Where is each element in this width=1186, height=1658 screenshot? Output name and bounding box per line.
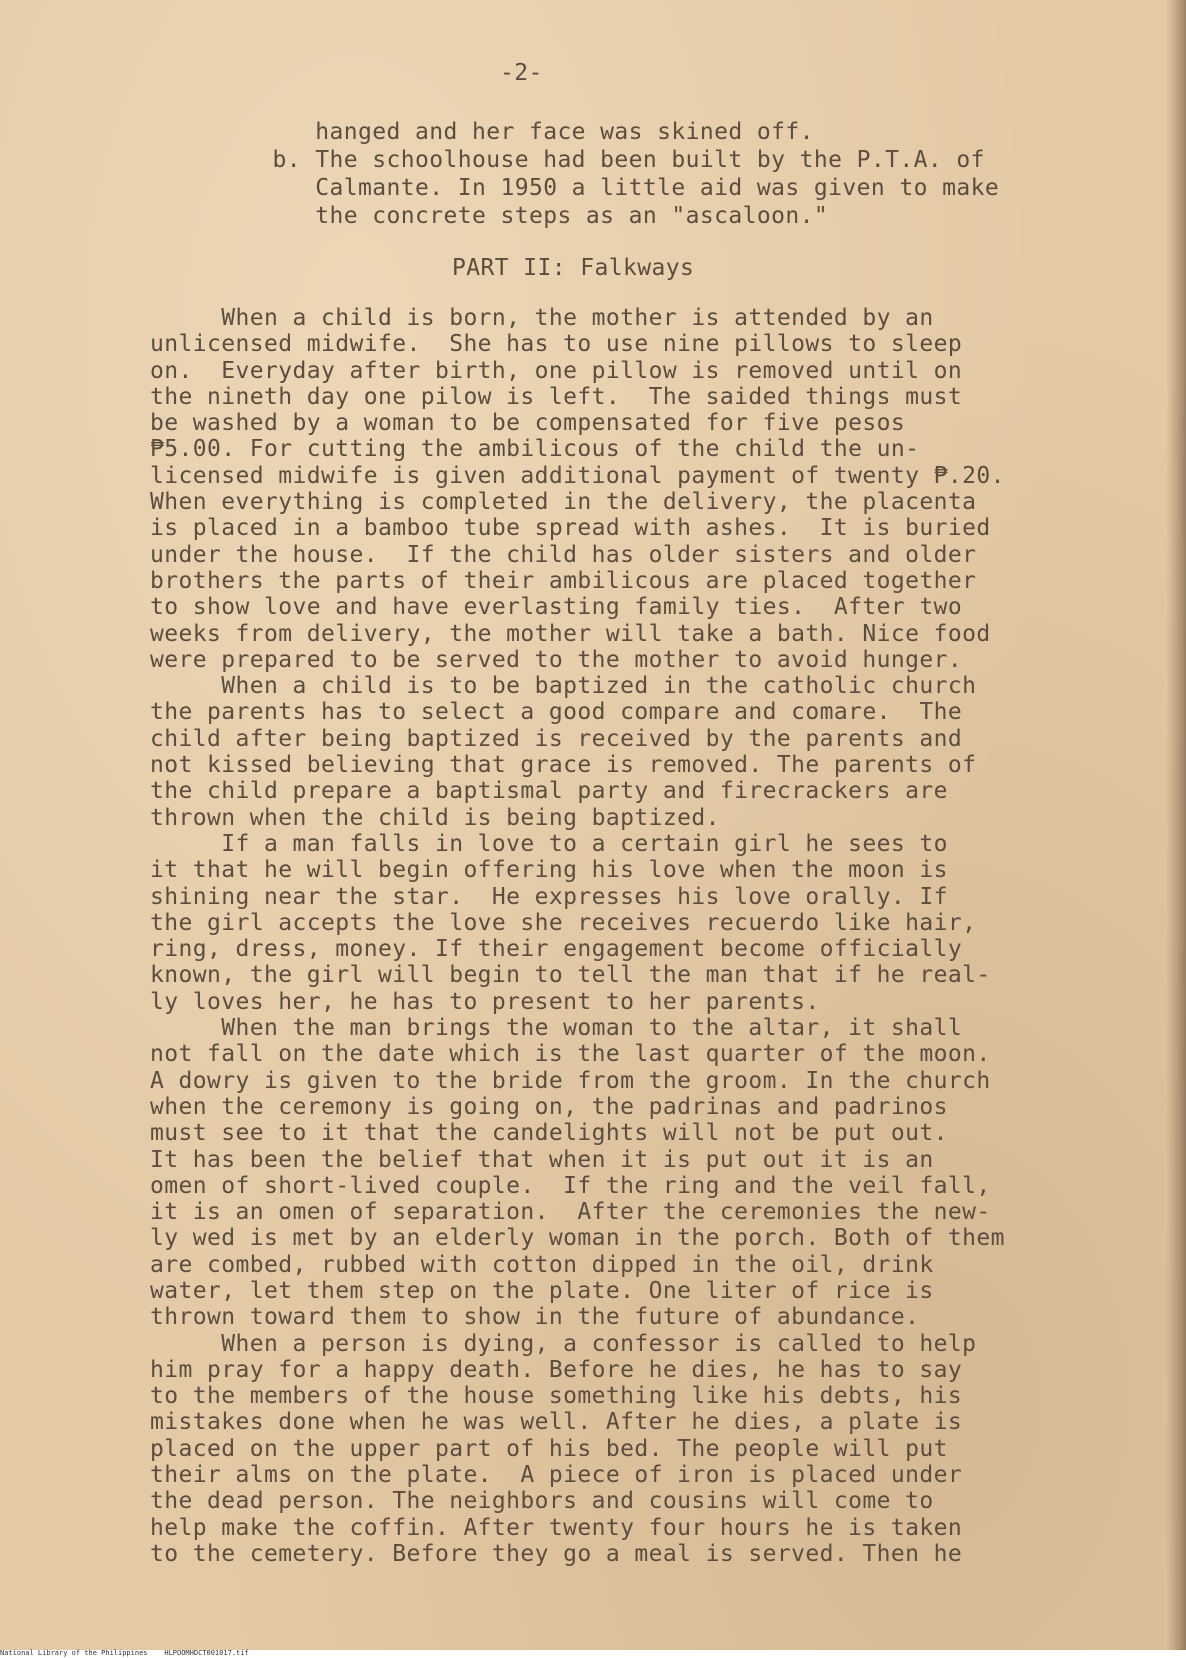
body-line: not kissed believing that grace is removed. The parents of	[150, 752, 977, 779]
body-line: When the man brings the woman to the altar, it shall	[150, 1015, 963, 1042]
page-edge-shadow	[1166, 0, 1186, 1650]
body-line: ring, dress, money. If their engagement become officially	[150, 936, 963, 963]
body-line: When everything is completed in the delivery, the placenta	[150, 489, 977, 516]
body-line: When a child is born, the mother is attended by an	[150, 305, 934, 331]
section-heading: PART II: Falkways	[452, 255, 695, 281]
intro-paragraph	[244, 118, 999, 230]
body-line: A dowry is given to the bride from the groom. In the church	[150, 1067, 991, 1094]
body-line: mistakes done when he was well. After he dies, a plate is	[150, 1409, 963, 1436]
body-line: is placed in a bamboo tube spread with ashes. It is buried	[150, 515, 991, 542]
body-line: it that he will begin offering his love when the moon is	[150, 857, 948, 884]
body-line: to show love and have everlasting family ties. After two	[150, 594, 963, 621]
body-line: brothers the parts of their ambilicous are placed together	[150, 567, 977, 594]
body-line: must see to it that the candelights will not be put out.	[150, 1120, 948, 1147]
body-line: it is an omen of separation. After the ceremonies the new-	[150, 1199, 991, 1226]
body-line: the child prepare a baptismal party and firecrackers are	[150, 778, 948, 805]
body-line: water, let them step on the plate. One liter of rice is	[150, 1277, 934, 1304]
body-line: unlicensed midwife. She has to use nine pillows to sleep	[150, 331, 963, 358]
body-line: placed on the upper part of his bed. The people will put	[150, 1435, 948, 1462]
body-line: ₱5.00. For cutting the ambilicous of the child the un-	[150, 436, 920, 463]
body-line: thrown toward them to show in the future of abundance.	[150, 1304, 920, 1331]
intro-line: b. The schoolhouse had been built by the P.T.A. of	[244, 147, 985, 173]
body-line: the dead person. The neighbors and cousins will come to	[150, 1488, 934, 1515]
body-line: under the house. If the child has older sisters and older	[150, 541, 977, 568]
footer-caption: National Library of the Philippines HLPOOMHDCT001017.tif	[0, 1649, 249, 1657]
body-line: omen of short-lived couple. If the ring and the veil fall,	[150, 1172, 991, 1199]
body-line: not fall on the date which is the last quarter of the moon.	[150, 1041, 991, 1068]
body-line: When a child is to be baptized in the catholic church	[150, 673, 977, 700]
body-line: to the cemetery. Before they go a meal is served. Then he	[150, 1540, 963, 1567]
body-line: were prepared to be served to the mother to avoid hunger.	[150, 646, 963, 673]
body-line: are combed, rubbed with cotton dipped in the oil, drink	[150, 1251, 934, 1278]
body-line: the girl accepts the love she receives recuerdo like hair,	[150, 909, 977, 936]
body-line: help make the coffin. After twenty four hours he is taken	[150, 1514, 963, 1541]
intro-line: the concrete steps as an "ascaloon."	[244, 203, 829, 229]
body-line: on. Everyday after birth, one pillow is removed until on	[150, 357, 963, 384]
body-line: their alms on the plate. A piece of iron is placed under	[150, 1462, 963, 1489]
body-line: ly wed is met by an elderly woman in the porch. Both of them	[150, 1225, 1005, 1252]
body-line: known, the girl will begin to tell the man that if he real-	[150, 962, 991, 989]
body-line: child after being baptized is received by the parents and	[150, 725, 963, 752]
body-line: weeks from delivery, the mother will take a bath. Nice food	[150, 620, 991, 647]
body-line: If a man falls in love to a certain girl he sees to	[150, 830, 948, 857]
page-number: -2-	[500, 60, 543, 86]
body-line: the parents has to select a good compare and comare. The	[150, 699, 963, 726]
body-line: thrown when the child is being baptized.	[150, 804, 720, 831]
body-line: shining near the star. He expresses his love orally. If	[150, 883, 948, 910]
body-line: him pray for a happy death. Before he dies, he has to say	[150, 1356, 963, 1383]
body-text	[150, 305, 1005, 1567]
body-line: licensed midwife is given additional payment of twenty ₱.20.	[150, 462, 1005, 489]
body-line: when the ceremony is going on, the padrinas and padrinos	[150, 1093, 948, 1120]
body-line: It has been the belief that when it is put out it is an	[150, 1146, 934, 1173]
body-line: the nineth day one pilow is left. The saided things must	[150, 383, 963, 410]
body-line: be washed by a woman to be compensated for five pesos	[150, 410, 906, 437]
body-line: ly loves her, he has to present to her parents.	[150, 988, 820, 1015]
body-line: When a person is dying, a confessor is called to help	[150, 1330, 977, 1357]
body-line: to the members of the house something like his debts, his	[150, 1383, 963, 1410]
intro-line: hanged and her face was skined off.	[244, 119, 814, 145]
intro-line: Calmante. In 1950 a little aid was given to make	[244, 175, 1000, 201]
